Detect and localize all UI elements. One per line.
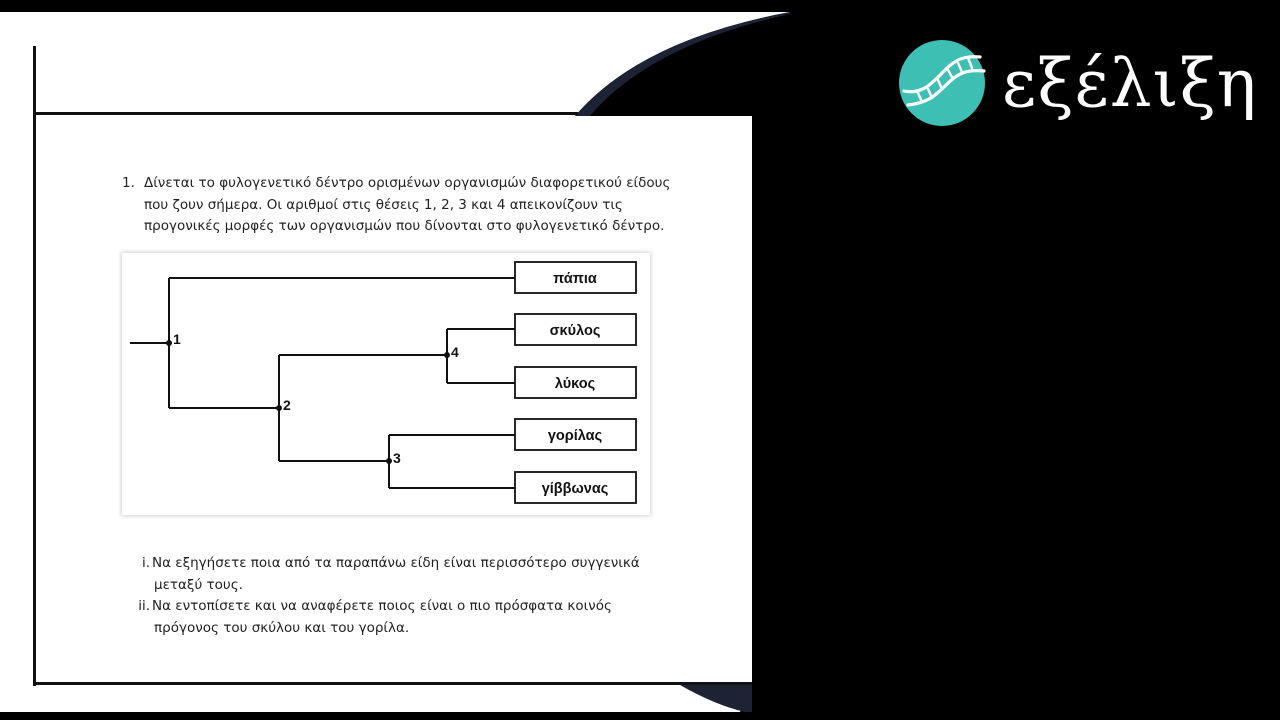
- node-label-2: 2: [283, 397, 291, 413]
- leaf-label-papia: πάπια: [553, 271, 597, 287]
- dna-helix-icon: [898, 39, 986, 127]
- leaf-label-lykos: λύκος: [554, 376, 596, 392]
- question-line-3: προγονικές μορφές των οργανισμών που δίνονται στο φυλογενετικό δέντρο.: [144, 218, 665, 234]
- node-4-dot: [444, 352, 450, 358]
- node-label-1: 1: [173, 331, 181, 347]
- sub-question-marker: i.: [141, 555, 150, 571]
- leaf-label-gibbonas: γίββωνας: [541, 481, 609, 497]
- sub-question-text: μεταξύ τους.: [154, 576, 243, 593]
- sub-question-i: [138, 553, 698, 596]
- brand-name: εξέλιξη: [1002, 44, 1258, 122]
- node-3-dot: [386, 458, 392, 464]
- question-intro: [122, 173, 682, 238]
- question-number: 1.: [122, 175, 135, 191]
- sub-questions: [138, 553, 698, 639]
- tree-diagram: [122, 253, 650, 515]
- question-line-1: Δίνεται το φυλογενετικό δέντρο ορισμένων οργανισμών διαφορετικού είδους: [144, 175, 671, 191]
- brand-logo: [898, 38, 1257, 128]
- sub-question-text: πρόγονος του σκύλου και του γορίλα.: [154, 619, 410, 636]
- sub-question-marker: ii.: [138, 598, 150, 614]
- question-line-2: που ζουν σήμερα. Οι αριθμοί στις θέσεις 1, 2, 3 και 4 απεικονίζουν τις: [144, 196, 623, 213]
- sub-question-text: Να εξηγήσετε ποια από τα παραπάνω είδη είναι περισσότερο συγγενικά: [152, 555, 640, 571]
- node-2-dot: [276, 405, 282, 411]
- leaf-label-skylos: σκύλος: [549, 323, 601, 339]
- tree-branches: [130, 278, 515, 488]
- node-label-4: 4: [451, 344, 459, 360]
- node-label-3: 3: [393, 450, 401, 466]
- leaf-label-gorilas: γορίλας: [547, 428, 603, 444]
- phylogenetic-tree: [122, 253, 650, 515]
- sub-question-text: Να εντοπίσετε και να αναφέρετε ποιος είναι ο πιο πρόσφατα κοινός: [152, 598, 612, 614]
- sub-question-ii: [138, 596, 698, 639]
- worksheet-page: [33, 116, 752, 685]
- node-1-dot: [166, 340, 172, 346]
